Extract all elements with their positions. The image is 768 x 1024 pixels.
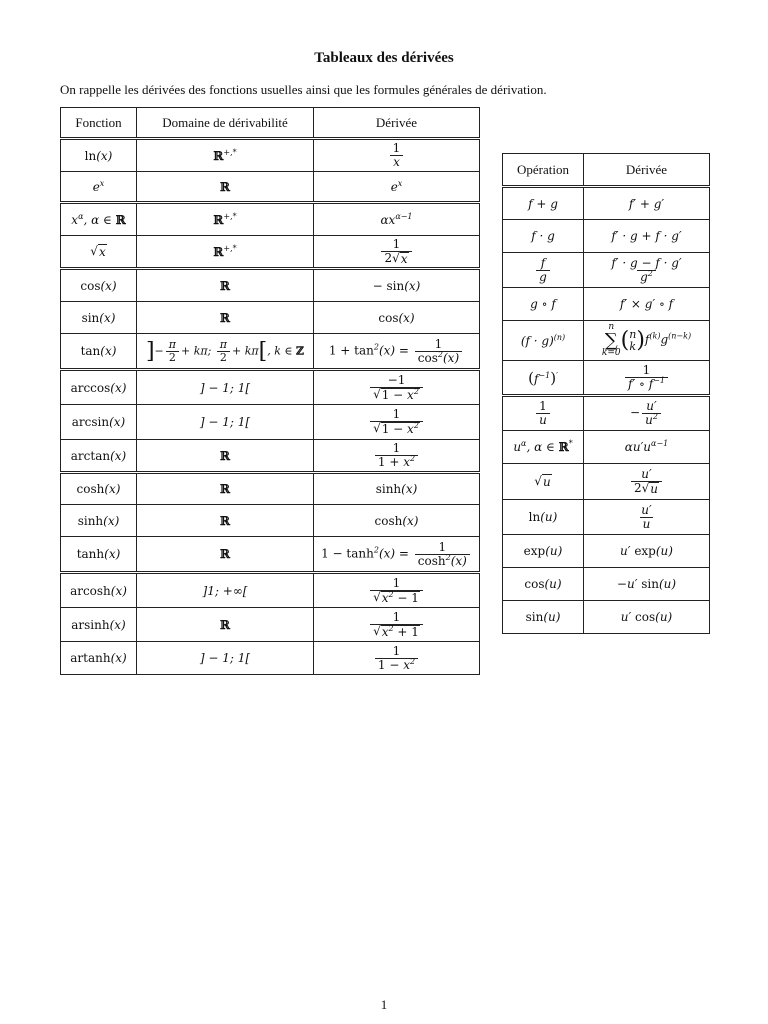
table-row	[61, 269, 480, 302]
cell-domain: ℝ+,*	[137, 203, 314, 236]
intro-text: On rappelle les dérivées des fonctions usuelles ainsi que les formules générales de dérivation.	[60, 82, 547, 97]
table-row	[503, 187, 710, 220]
cell-derivative: u′ 2 √ u	[584, 464, 710, 500]
cell-operation: exp(u)	[503, 535, 584, 568]
cell-operation: $\frac{1}{u}$	[503, 396, 584, 431]
header-derivee: Dérivée	[314, 108, 480, 139]
table-row	[61, 608, 480, 642]
header-domaine: Domaine de dérivabilité	[137, 108, 314, 139]
table-row	[61, 236, 480, 269]
cell-domain: ℝ	[137, 440, 314, 473]
cell-function: sinh(x)	[61, 505, 137, 537]
header-fonction: Fonction	[61, 108, 137, 139]
cell-derivative: −u′ sin(u)	[584, 568, 710, 601]
cell-operation: $(f^{-1})'$	[503, 361, 584, 396]
cell-function: ln(x)	[61, 139, 137, 172]
cell-derivative: u′ cos(u)	[584, 601, 710, 634]
cell-derivative: $\frac{1}{1 - x^2}$	[314, 642, 480, 675]
table-row	[503, 396, 710, 431]
cell-derivative: $e^x$	[314, 172, 480, 203]
table-row	[503, 431, 710, 464]
table-row	[61, 172, 480, 203]
cell-derivative: $1 - \tanh^2(x)$ = $\frac{1}{\cosh^2(x)}$	[314, 537, 480, 573]
cell-domain: ]1; +∞[	[137, 573, 314, 608]
cell-function: tanh(x)	[61, 537, 137, 573]
cell-domain: ℝ+,*	[137, 139, 314, 172]
cell-domain: ] − 1; 1[	[137, 370, 314, 405]
cell-function: tan(x)	[61, 334, 137, 370]
cell-function: $x^\alpha$, α ∈ ℝ	[61, 203, 137, 236]
page-title: Tableaux des dérivées	[314, 50, 454, 66]
cell-domain: ℝ	[137, 172, 314, 203]
cell-domain: ] − 1; 1[	[137, 642, 314, 675]
table-row	[61, 573, 480, 608]
cell-function: artanh(x)	[61, 642, 137, 675]
cell-domain: ] − 1; 1[	[137, 405, 314, 440]
cell-function: arccos(x)	[61, 370, 137, 405]
table-row	[503, 288, 710, 321]
cell-derivative: $\frac{1}{1 + x^2}$	[314, 440, 480, 473]
cell-derivative: f′ · g + f · g′	[584, 220, 710, 253]
cell-derivative: − $\frac{u'}{u^2}$	[584, 396, 710, 431]
header-operation: Opération	[503, 154, 584, 187]
cell-derivative: 1 √ $1 - x^2$	[314, 405, 480, 440]
table-header-row	[61, 108, 480, 139]
header-derivee: Dérivée	[584, 154, 710, 187]
cell-operation: $u^\alpha$, α ∈ ℝ*	[503, 431, 584, 464]
cell-operation: g ∘ f	[503, 288, 584, 321]
table-row	[61, 473, 480, 505]
cell-derivative: f′ + g′	[584, 187, 710, 220]
table-row	[61, 537, 480, 573]
cell-derivative: u′ exp(u)	[584, 535, 710, 568]
table-row	[503, 601, 710, 634]
cell-domain: ℝ	[137, 537, 314, 573]
cell-domain: ℝ+,*	[137, 236, 314, 269]
cell-operation: $(f \cdot g)^{(n)}$	[503, 321, 584, 361]
table-row	[503, 535, 710, 568]
cell-derivative: sinh(x)	[314, 473, 480, 505]
cell-derivative: − sin(x)	[314, 269, 480, 302]
cell-derivative: 1 √ $x^2 + 1$	[314, 608, 480, 642]
cell-derivative: $\frac{f' \cdot g - f \cdot g'}{g^2}$	[584, 253, 710, 288]
table-row	[61, 302, 480, 334]
cell-derivative: $\frac{1}{x}$	[314, 139, 480, 172]
table-row	[503, 321, 710, 361]
cell-derivative: $1 + \tan^2(x)$ = $\frac{1}{\cos^2(x)}$	[314, 334, 480, 370]
table-row	[61, 405, 480, 440]
table-row	[61, 440, 480, 473]
cell-domain: ℝ	[137, 505, 314, 537]
cell-operation: f · g	[503, 220, 584, 253]
cell-domain: ℝ	[137, 302, 314, 334]
table-row	[503, 500, 710, 535]
cell-function: arctan(x)	[61, 440, 137, 473]
table-row	[503, 464, 710, 500]
functions-table	[60, 107, 480, 675]
table-row	[61, 334, 480, 370]
operations-table	[502, 153, 710, 634]
table-row	[61, 203, 480, 236]
cell-function: arsinh(x)	[61, 608, 137, 642]
cell-domain: ℝ	[137, 473, 314, 505]
cell-derivative: 1 2 √ x	[314, 236, 480, 269]
cell-derivative: $\frac{1}{f' \circ f^{-1}}$	[584, 361, 710, 396]
table-row	[503, 253, 710, 288]
cell-derivative: cos(x)	[314, 302, 480, 334]
table-header-row	[503, 154, 710, 187]
cell-domain: ℝ	[137, 608, 314, 642]
table-row	[503, 568, 710, 601]
cell-derivative: n ∑ k=0 ( n k ) $f^{(k)}g^{(n-k)}$	[584, 321, 710, 361]
cell-operation: cos(u)	[503, 568, 584, 601]
cell-domain: ℝ	[137, 269, 314, 302]
cell-derivative: −1 √ $1 - x^2$	[314, 370, 480, 405]
page-number: 1	[380, 997, 388, 1012]
cell-function: arcosh(x)	[61, 573, 137, 608]
cell-function: sin(x)	[61, 302, 137, 334]
table-row	[61, 642, 480, 675]
cell-function: √ x	[61, 236, 137, 269]
cell-derivative: 1 √ $x^2 - 1$	[314, 573, 480, 608]
cell-operation: f + g	[503, 187, 584, 220]
cell-function: $e^x$	[61, 172, 137, 203]
cell-derivative: cosh(x)	[314, 505, 480, 537]
cell-operation: $\frac{f}{g}$	[503, 253, 584, 288]
table-row	[61, 370, 480, 405]
cell-operation: sin(u)	[503, 601, 584, 634]
cell-operation: √ u	[503, 464, 584, 500]
cell-derivative: f′ × g′ ∘ f	[584, 288, 710, 321]
cell-derivative: $\frac{u'}{u}$	[584, 500, 710, 535]
table-row	[503, 220, 710, 253]
cell-operation: ln(u)	[503, 500, 584, 535]
table-row	[61, 139, 480, 172]
cell-derivative: $\alpha u'u^{\alpha-1}$	[584, 431, 710, 464]
cell-derivative: $\alpha x^{\alpha-1}$	[314, 203, 480, 236]
cell-function: cos(x)	[61, 269, 137, 302]
table-row	[503, 361, 710, 396]
table-row	[61, 505, 480, 537]
cell-function: arcsin(x)	[61, 405, 137, 440]
cell-function: cosh(x)	[61, 473, 137, 505]
cell-domain: ]− $\frac{\pi}{2}$ + kπ; $\frac{\pi}{2}$ + kπ[, k ∈ ℤ	[137, 334, 314, 370]
